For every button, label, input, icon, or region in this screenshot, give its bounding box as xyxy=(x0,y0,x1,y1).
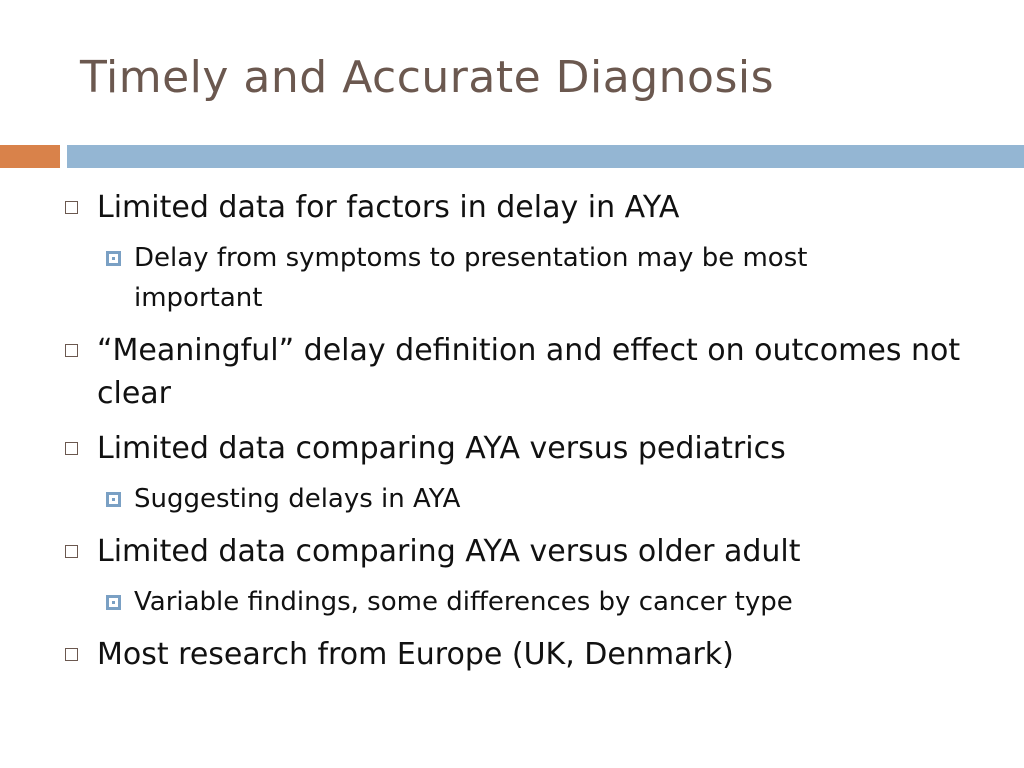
sub-bullet-text: Delay from symptoms to presentation may be most important xyxy=(134,243,808,313)
hollow-square-bullet-icon xyxy=(65,201,78,214)
square-sub-bullet-icon xyxy=(106,251,121,266)
hollow-square-bullet-icon xyxy=(65,545,78,558)
sub-bullet-item xyxy=(134,582,934,622)
title-accent-bar-orange xyxy=(0,145,60,168)
bullet-text: Most research from Europe (UK, Denmark) xyxy=(97,637,734,672)
bullet-item xyxy=(97,186,997,229)
bullet-item xyxy=(97,329,997,415)
hollow-square-bullet-icon xyxy=(65,442,78,455)
square-sub-bullet-icon xyxy=(106,595,121,610)
sub-bullet-text: Suggesting delays in AYA xyxy=(134,484,461,514)
hollow-square-bullet-icon xyxy=(65,344,78,357)
hollow-square-bullet-icon xyxy=(65,648,78,661)
bullet-text: “Meaningful” delay definition and effect on outcomes not clear xyxy=(97,333,961,411)
bullet-text: Limited data comparing AYA versus older adult xyxy=(97,534,801,569)
title-accent-bar-blue xyxy=(67,145,1024,168)
square-sub-bullet-icon xyxy=(106,492,121,507)
bullet-text: Limited data comparing AYA versus pediatrics xyxy=(97,431,786,466)
bullet-text: Limited data for factors in delay in AYA xyxy=(97,190,680,225)
bullet-item xyxy=(97,427,997,470)
sub-bullet-text: Variable findings, some differences by cancer type xyxy=(134,587,793,617)
sub-bullet-item xyxy=(134,479,934,519)
bullet-item xyxy=(97,633,997,676)
slide-title: Timely and Accurate Diagnosis xyxy=(80,52,775,103)
bullet-item xyxy=(97,530,997,573)
sub-bullet-item xyxy=(134,238,934,318)
